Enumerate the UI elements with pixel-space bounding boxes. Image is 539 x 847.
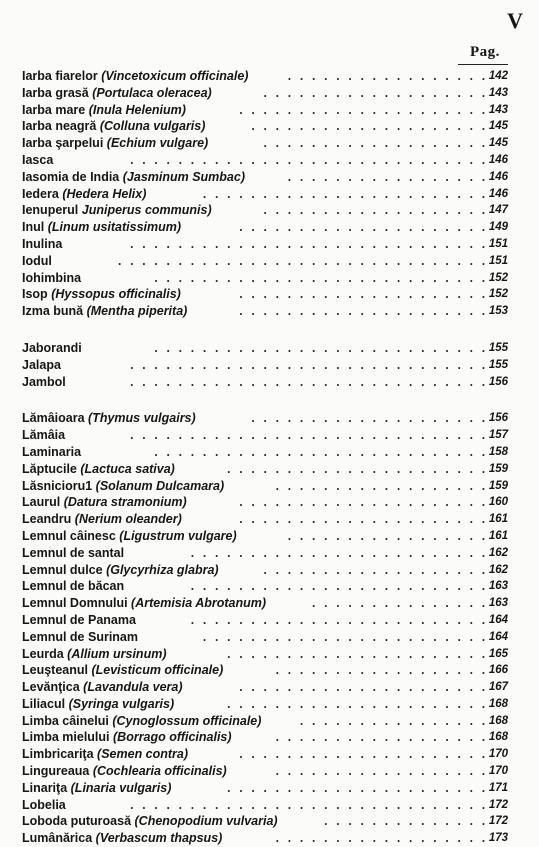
index-entry xyxy=(0,270,539,287)
index-entry xyxy=(0,545,539,562)
index-entry xyxy=(0,303,539,320)
entry-term xyxy=(22,729,232,746)
entry-page-number: 146 xyxy=(488,153,508,166)
entry-page-number: 145 xyxy=(488,120,508,133)
leader-dots: .............................. xyxy=(130,236,494,251)
entry-latin-name: (Artemisia Abrotanum) xyxy=(131,596,267,611)
entry-page-number: 162 xyxy=(488,563,508,576)
entry-page-number: 171 xyxy=(488,781,508,794)
entry-term xyxy=(22,186,146,203)
entry-page-number: 168 xyxy=(488,697,508,710)
entry-name: Limbricariţa xyxy=(22,747,94,762)
entry-page-number: 168 xyxy=(488,731,508,744)
entry-term xyxy=(22,270,81,287)
index-entry xyxy=(0,135,539,152)
entry-term xyxy=(22,713,261,730)
entry-term xyxy=(22,696,174,713)
entry-name: Lobelia xyxy=(22,797,66,812)
entry-page-number: 143 xyxy=(488,86,508,99)
entry-page-number: 172 xyxy=(488,815,508,828)
entry-name: Lingureaua xyxy=(22,764,90,779)
leader-dots: .................... xyxy=(251,119,494,134)
index-entry xyxy=(0,461,539,478)
index-entry xyxy=(0,340,539,357)
entry-term xyxy=(22,797,66,814)
entry-name: Lemnul Domnului xyxy=(22,596,128,611)
leader-dots: ............................ xyxy=(154,270,494,285)
entry-name: Limba mielului xyxy=(22,730,110,745)
entry-page-number: 152 xyxy=(488,288,508,301)
index-entry xyxy=(0,478,539,495)
entry-name: Iarba fiarelor xyxy=(22,69,98,83)
leader-dots: .............................. xyxy=(130,797,494,812)
index-entry xyxy=(0,236,539,253)
index-entry xyxy=(0,118,539,135)
entry-term xyxy=(22,427,65,444)
index-entry xyxy=(0,746,539,763)
entry-term xyxy=(22,780,171,797)
entry-page-number: 161 xyxy=(488,513,508,526)
entry-latin-name: (Hedera Helix) xyxy=(62,186,147,201)
index-entry xyxy=(0,679,539,696)
entry-page-number: 143 xyxy=(488,103,508,116)
entry-term xyxy=(22,152,53,169)
index-entry xyxy=(0,219,539,236)
entry-name: Leandru xyxy=(22,512,72,527)
index-entry xyxy=(0,427,539,444)
leader-dots: ...................... xyxy=(227,461,494,476)
entry-latin-name: (Glycyrhiza glabra) xyxy=(106,562,219,577)
entry-page-number: 173 xyxy=(488,832,508,845)
entry-name: Linariţa xyxy=(22,780,68,795)
entry-page-number: 168 xyxy=(488,714,508,727)
entry-page-number: 146 xyxy=(488,170,508,183)
entry-page-number: 156 xyxy=(488,375,508,388)
index-entry xyxy=(0,813,539,830)
entry-term xyxy=(22,763,227,780)
entry-name: Leurda xyxy=(22,646,64,661)
entry-name: Jambol xyxy=(22,374,66,389)
page-letter: V xyxy=(507,8,523,33)
entry-term xyxy=(22,303,187,320)
entry-term xyxy=(22,118,205,135)
entry-term xyxy=(22,340,82,357)
leader-dots: ..................... xyxy=(239,220,494,235)
entry-latin-name: (Inula Helenium) xyxy=(88,102,186,117)
leader-dots: ............................ xyxy=(154,444,494,459)
index-entry xyxy=(0,595,539,612)
index-entry xyxy=(0,646,539,663)
entry-term xyxy=(22,662,223,679)
entry-name: Leuşteanul xyxy=(22,663,88,678)
entry-latin-name: (Echium vulgare) xyxy=(106,136,209,151)
entry-page-number: 164 xyxy=(488,630,508,643)
entry-term xyxy=(22,461,175,478)
entry-name: Iarba neagră xyxy=(22,119,97,134)
index-entry xyxy=(0,444,539,461)
entry-page-number: 155 xyxy=(488,358,508,371)
entry-name: Jaborandi xyxy=(22,340,82,355)
index-entry xyxy=(0,763,539,780)
entry-latin-name: (Lactuca sativa) xyxy=(80,461,175,476)
entry-page-number: 149 xyxy=(488,221,508,234)
entry-latin-name: (Thymus vulgairs) xyxy=(88,411,196,426)
entry-term xyxy=(22,374,66,391)
entry-term xyxy=(22,813,278,830)
leader-dots: ........................ xyxy=(203,186,494,201)
entry-term xyxy=(22,545,124,562)
entry-term xyxy=(22,202,212,219)
entry-page-number: 170 xyxy=(488,765,508,778)
header-rule xyxy=(458,64,508,65)
index-entry xyxy=(0,169,539,186)
entry-page-number: 142 xyxy=(488,70,508,82)
leader-dots: .................. xyxy=(275,730,494,745)
index-entry xyxy=(0,357,539,374)
entry-latin-name: (Allium ursinum) xyxy=(67,646,167,661)
leader-dots: .................... xyxy=(251,411,494,426)
entry-term xyxy=(22,612,136,629)
entry-latin-name: (Mentha piperita) xyxy=(86,304,188,319)
entry-page-number: 162 xyxy=(488,546,508,559)
entry-page-number: 159 xyxy=(488,479,508,492)
index-entry xyxy=(0,528,539,545)
leader-dots: ................... xyxy=(263,562,494,577)
entry-page-number: 146 xyxy=(488,187,508,200)
index-entry xyxy=(0,797,539,814)
entry-name: Iarba şarpelui xyxy=(22,136,104,151)
entry-page-number: 155 xyxy=(488,341,508,354)
entry-latin-name: (Jasminum Sumbac) xyxy=(122,169,246,184)
entry-page-number: 151 xyxy=(488,254,508,267)
index-entry xyxy=(0,713,539,730)
index-entry xyxy=(0,612,539,629)
leader-dots: ................ xyxy=(300,713,494,728)
entry-name: Laurul xyxy=(22,495,61,510)
entry-page-number: 167 xyxy=(488,681,508,694)
entry-page-number: 163 xyxy=(488,580,508,593)
index-entry xyxy=(0,253,539,270)
index-entry xyxy=(0,374,539,391)
entry-term xyxy=(22,410,196,427)
entry-page-number: 172 xyxy=(488,798,508,811)
leader-dots: ..................... xyxy=(239,304,494,319)
entry-term xyxy=(22,646,166,663)
index-entry xyxy=(0,578,539,595)
entry-name: Jalapa xyxy=(22,357,61,372)
entry-name: Lumânărica xyxy=(22,831,93,846)
leader-dots: .............................. xyxy=(130,428,494,443)
leader-dots: ................. xyxy=(287,528,494,543)
entry-name: Iarba grasă xyxy=(22,85,89,100)
entry-name: Lemnul de Panama xyxy=(22,612,136,627)
leader-dots: ..................... xyxy=(239,102,494,117)
leader-dots: .............................. xyxy=(130,374,494,389)
entry-page-number: 158 xyxy=(488,445,508,458)
entry-name: Laminaria xyxy=(22,444,82,459)
index-group xyxy=(0,68,539,320)
entry-term xyxy=(22,830,222,847)
entry-latin-name: (Colluna vulgaris) xyxy=(99,119,206,134)
entry-latin-name: (Levisticum officinale) xyxy=(91,663,224,678)
entry-name: Iohimbina xyxy=(22,270,82,285)
entry-name: Iasca xyxy=(22,152,54,167)
leader-dots: ...................... xyxy=(227,780,494,795)
entry-term xyxy=(22,286,181,303)
leader-dots: ..................... xyxy=(239,495,494,510)
entry-term xyxy=(22,595,266,612)
entry-term xyxy=(22,478,224,495)
entry-name: Lemnul dulce xyxy=(22,562,103,577)
entry-latin-name: (Cynoglossum officinale) xyxy=(112,713,262,728)
leader-dots: ................... xyxy=(263,203,494,218)
leader-dots: ........................ xyxy=(203,629,494,644)
entry-page-number: 145 xyxy=(488,137,508,150)
leader-dots: .................. xyxy=(275,831,494,846)
index-entry xyxy=(0,286,539,303)
leader-dots: ..................... xyxy=(239,287,494,302)
entry-page-number: 147 xyxy=(488,204,508,217)
entry-name: Iedera xyxy=(22,186,59,201)
index-entry xyxy=(0,830,539,847)
entry-page-number: 156 xyxy=(488,412,508,425)
entry-latin-name: (Datura stramonium) xyxy=(63,495,187,510)
entry-latin-name: (Portulaca oleracea) xyxy=(92,85,212,100)
index-entry xyxy=(0,729,539,746)
leader-dots: .................. xyxy=(275,663,494,678)
entry-name: Ienuperul xyxy=(22,203,79,218)
entry-latin-name: Juniperus communis) xyxy=(81,203,212,218)
entry-latin-name: (Linaria vulgaris) xyxy=(70,780,172,795)
entry-name: Lemnul de băcan xyxy=(22,579,125,594)
entry-page-number: 153 xyxy=(488,305,508,318)
entry-latin-name: (Vincetoxicum officinale) xyxy=(101,69,249,83)
entry-name: Lămâia xyxy=(22,428,66,443)
entry-name: Iarba mare xyxy=(22,102,86,117)
entry-name: Inulina xyxy=(22,236,63,251)
index-entry xyxy=(0,102,539,119)
leader-dots: ......................... xyxy=(190,579,494,594)
leader-dots: .................. xyxy=(275,764,494,779)
entry-page-number: 170 xyxy=(488,748,508,761)
index-entry xyxy=(0,629,539,646)
entry-term xyxy=(22,135,208,152)
entry-page-number: 157 xyxy=(488,429,508,442)
entry-term xyxy=(22,528,237,545)
index-entry xyxy=(0,152,539,169)
entry-name: Lemnul de santal xyxy=(22,545,125,560)
leader-dots: ............................... xyxy=(118,253,494,268)
entry-term xyxy=(22,629,138,646)
page-column-header: Pag. xyxy=(470,44,500,60)
entry-latin-name: (Nerium oleander) xyxy=(74,512,182,527)
index-entry xyxy=(0,562,539,579)
entry-term xyxy=(22,494,187,511)
entry-term xyxy=(22,562,219,579)
leader-dots: .................. xyxy=(275,478,494,493)
leader-dots: .............................. xyxy=(130,357,494,372)
index-entry xyxy=(0,511,539,528)
entry-name: Lăptucile xyxy=(22,461,77,476)
leader-dots: ...................... xyxy=(227,646,494,661)
index-group xyxy=(0,340,539,390)
entry-latin-name: (Linum usitatissimum) xyxy=(47,220,182,235)
entry-page-number: 165 xyxy=(488,647,508,660)
entry-name: Isop xyxy=(22,287,48,302)
entry-page-number: 164 xyxy=(488,613,508,626)
entry-name: Loboda puturoasă xyxy=(22,814,132,829)
entry-name: Levănţica xyxy=(22,680,80,695)
entry-term xyxy=(22,444,81,461)
entry-name: Lămâioara xyxy=(22,411,85,426)
entry-name: Inul xyxy=(22,220,45,235)
entry-name: Izma bună xyxy=(22,304,84,319)
entry-latin-name: (Hyssopus officinalis) xyxy=(51,287,181,302)
entry-page-number: 166 xyxy=(488,664,508,677)
entry-name: Lăsnicioru1 xyxy=(22,478,93,493)
index-list xyxy=(0,68,539,847)
entry-page-number: 159 xyxy=(488,462,508,475)
index-entry xyxy=(0,85,539,102)
entry-term xyxy=(22,68,248,85)
entry-page-number: 151 xyxy=(488,237,508,250)
leader-dots: ......................... xyxy=(190,545,494,560)
entry-latin-name: (Cochlearia officinalis) xyxy=(92,764,227,779)
entry-latin-name: (Chenopodium vulvaria) xyxy=(134,814,278,829)
index-entry xyxy=(0,662,539,679)
leader-dots: .............................. xyxy=(130,152,494,167)
entry-name: Liliacul xyxy=(22,696,66,711)
leader-dots: ......................... xyxy=(190,612,494,627)
entry-latin-name: (Lavandula vera) xyxy=(83,680,183,695)
entry-page-number: 160 xyxy=(488,496,508,509)
entry-term xyxy=(22,253,52,270)
leader-dots: ................. xyxy=(287,69,494,83)
index-entry xyxy=(0,494,539,511)
entry-latin-name: (Solanum Dulcamara) xyxy=(95,478,225,493)
entry-name: Iodul xyxy=(22,253,52,268)
entry-latin-name: (Verbascum thapsus) xyxy=(95,831,223,846)
leader-dots: ................... xyxy=(263,85,494,100)
index-entry xyxy=(0,410,539,427)
index-entry xyxy=(0,68,539,85)
index-entry xyxy=(0,202,539,219)
entry-name: Iasomia de India xyxy=(22,169,120,184)
index-entry xyxy=(0,696,539,713)
leader-dots: ................... xyxy=(263,136,494,151)
leader-dots: ..................... xyxy=(239,747,494,762)
entry-term xyxy=(22,679,183,696)
index-group xyxy=(0,410,539,847)
entry-page-number: 163 xyxy=(488,597,508,610)
entry-term xyxy=(22,169,245,186)
entry-page-number: 161 xyxy=(488,529,508,542)
entry-latin-name: (Ligustrum vulgare) xyxy=(119,528,237,543)
entry-term xyxy=(22,357,61,374)
entry-term xyxy=(22,85,212,102)
entry-term xyxy=(22,219,181,236)
entry-term xyxy=(22,578,124,595)
leader-dots: ................. xyxy=(287,169,494,184)
index-entry xyxy=(0,186,539,203)
entry-name: Limba câinelui xyxy=(22,713,109,728)
entry-term xyxy=(22,102,186,119)
leader-dots: ...................... xyxy=(227,696,494,711)
leader-dots: ............... xyxy=(312,596,494,611)
entry-name: Lemnul de Surinam xyxy=(22,629,138,644)
entry-term xyxy=(22,511,182,528)
entry-latin-name: (Borrago officinalis) xyxy=(113,730,232,745)
entry-latin-name: (Semen contra) xyxy=(97,747,189,762)
entry-page-number: 152 xyxy=(488,271,508,284)
entry-term xyxy=(22,236,62,253)
entry-term xyxy=(22,746,188,763)
leader-dots: ............................ xyxy=(154,340,494,355)
index-entry xyxy=(0,780,539,797)
leader-dots: .............. xyxy=(324,814,494,829)
entry-latin-name: (Syringa vulgaris) xyxy=(68,696,175,711)
leader-dots: ..................... xyxy=(239,512,494,527)
entry-name: Lemnul câinesc xyxy=(22,528,116,543)
leader-dots: ..................... xyxy=(239,680,494,695)
